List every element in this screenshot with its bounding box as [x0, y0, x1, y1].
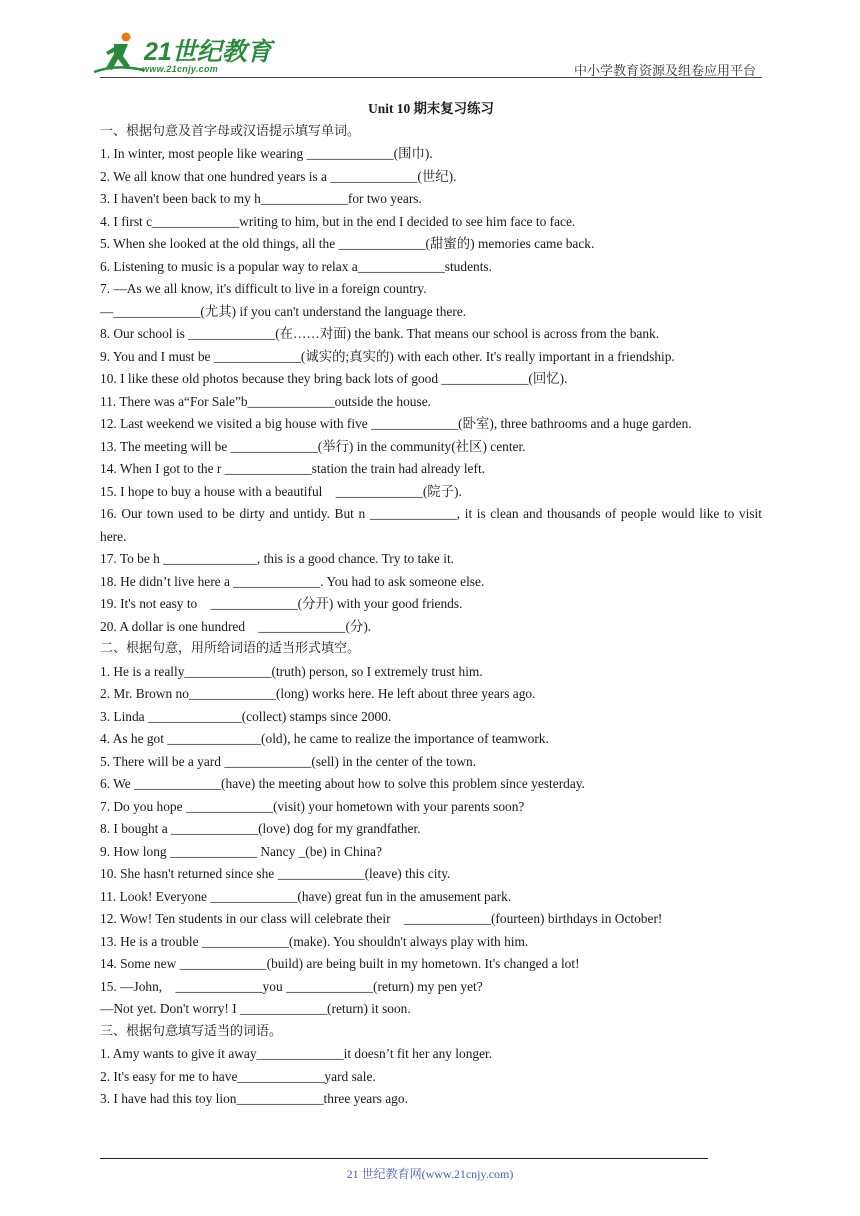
section-heading: 一、根据句意及首字母或汉语提示填写单词。 — [100, 123, 361, 139]
logo-url: www.21cnjy.com — [142, 64, 219, 74]
page-header — [0, 0, 860, 80]
question-line: 5. There will be a yard _____________(sell) in the center of the town. — [100, 753, 477, 769]
question-line: 16. Our town used to be dirty and untidy. But n _____________, it is clean and thousands of people would like to visit here. — [100, 506, 762, 544]
site-logo[interactable] — [92, 30, 272, 80]
question-line: 18. He didn’t live here a _____________. You had to ask someone else. — [100, 573, 485, 589]
question-line: —_____________(尤其) if you can't understand the language there. — [100, 303, 467, 319]
question-line: 3. I have had this toy lion_____________three years ago. — [100, 1091, 408, 1106]
section-heading: 二、根据句意，用所给词语的适当形式填空。 — [100, 641, 361, 656]
section-2 — [100, 638, 762, 1021]
question-line: 15. —John, _____________you _____________(return) my pen yet? — [100, 978, 483, 994]
platform-name: 中小学教育资源及组卷应用平台 — [573, 64, 756, 79]
section-1 — [100, 121, 762, 639]
question-line: —Not yet. Don't worry! I _____________(return) it soon. — [100, 1001, 411, 1016]
question-line: 4. I first c_____________writing to him, but in the end I decided to see him face to face. — [100, 213, 576, 229]
document-body — [100, 98, 762, 1111]
question-line: 2. We all know that one hundred years is a _____________(世纪). — [100, 168, 457, 184]
question-line: 2. It's easy for me to have_____________yard sale. — [100, 1068, 376, 1084]
footer-divider — [100, 1158, 708, 1159]
question-line: 13. He is a trouble _____________(make). You shouldn't always play with him. — [100, 933, 529, 949]
question-line: 9. You and I must be _____________(诚实的;真实的) with each other. It's really important in a friendship. — [100, 348, 675, 364]
runner-logo-icon — [92, 30, 148, 78]
header-divider — [100, 77, 762, 78]
question-line: 20. A dollar is one hundred _____________(分). — [100, 618, 372, 634]
question-line: 11. There was a“For Sale”b_____________outside the house. — [100, 393, 431, 409]
logo-text: 21世纪教育 — [144, 38, 272, 66]
section-heading: 三、根据句意填写适当的词语。 — [100, 1023, 283, 1039]
section-3 — [100, 1021, 762, 1111]
question-line: 3. I haven't been back to my h_____________for two years. — [100, 191, 422, 206]
question-line: 10. I like these old photos because they bring back lots of good _____________(回忆). — [100, 371, 568, 386]
question-line: 4. As he got ______________(old), he came to realize the importance of teamwork. — [100, 731, 549, 746]
question-line: 14. When I got to the r _____________station the train had already left. — [100, 461, 486, 476]
question-line: 3. Linda ______________(collect) stamps since 2000. — [100, 708, 392, 724]
question-line: 9. How long _____________ Nancy _(be) in China? — [100, 843, 382, 859]
question-line: 6. We _____________(have) the meeting about how to solve this problem since yesterday. — [100, 776, 585, 791]
question-line: 19. It's not easy to _____________(分开) with your good friends. — [100, 596, 463, 611]
question-line: 10. She hasn't returned since she _____________(leave) this city. — [100, 866, 451, 881]
question-line: 12. Last weekend we visited a big house with five _____________(卧室), three bathrooms and a huge garden. — [100, 416, 692, 431]
question-line: 7. —As we all know, it's difficult to live in a foreign country. — [100, 281, 427, 296]
question-line: 11. Look! Everyone _____________(have) great fun in the amusement park. — [100, 888, 512, 904]
question-line: 15. I hope to buy a house with a beautiful _____________(院子). — [100, 483, 462, 499]
question-line: 1. In winter, most people like wearing _____________(围巾). — [100, 146, 433, 161]
question-line: 14. Some new _____________(build) are being built in my hometown. It's changed a lot! — [100, 956, 580, 971]
question-line: 7. Do you hope _____________(visit) your hometown with your parents soon? — [100, 798, 525, 814]
question-line: 1. Amy wants to give it away_____________it doesn’t fit her any longer. — [100, 1046, 493, 1061]
question-line: 12. Wow! Ten students in our class will celebrate their _____________(fourteen) birthdays in October! — [100, 911, 663, 926]
question-line: 17. To be h ______________, this is a good chance. Try to take it. — [100, 551, 455, 566]
question-line: 2. Mr. Brown no_____________(long) works here. He left about three years ago. — [100, 686, 536, 701]
question-line: 8. Our school is _____________(在……对面) the bank. That means our school is across from the bank. — [100, 326, 660, 341]
question-line: 1. He is a really_____________(truth) person, so I extremely trust him. — [100, 663, 483, 679]
question-line: 6. Listening to music is a popular way to relax a_____________students. — [100, 258, 492, 274]
question-line: 8. I bought a _____________(love) dog for my grandfather. — [100, 821, 421, 836]
footer-link[interactable]: 21 世纪教育网(www.21cnjy.com) — [346, 1167, 514, 1181]
question-line: 13. The meeting will be _____________(举行) in the community(社区) center. — [100, 438, 526, 454]
question-line: 5. When she looked at the old things, all the _____________(甜蜜的) memories came back. — [100, 236, 595, 251]
page-title: Unit 10 期末复习练习 — [368, 101, 494, 116]
